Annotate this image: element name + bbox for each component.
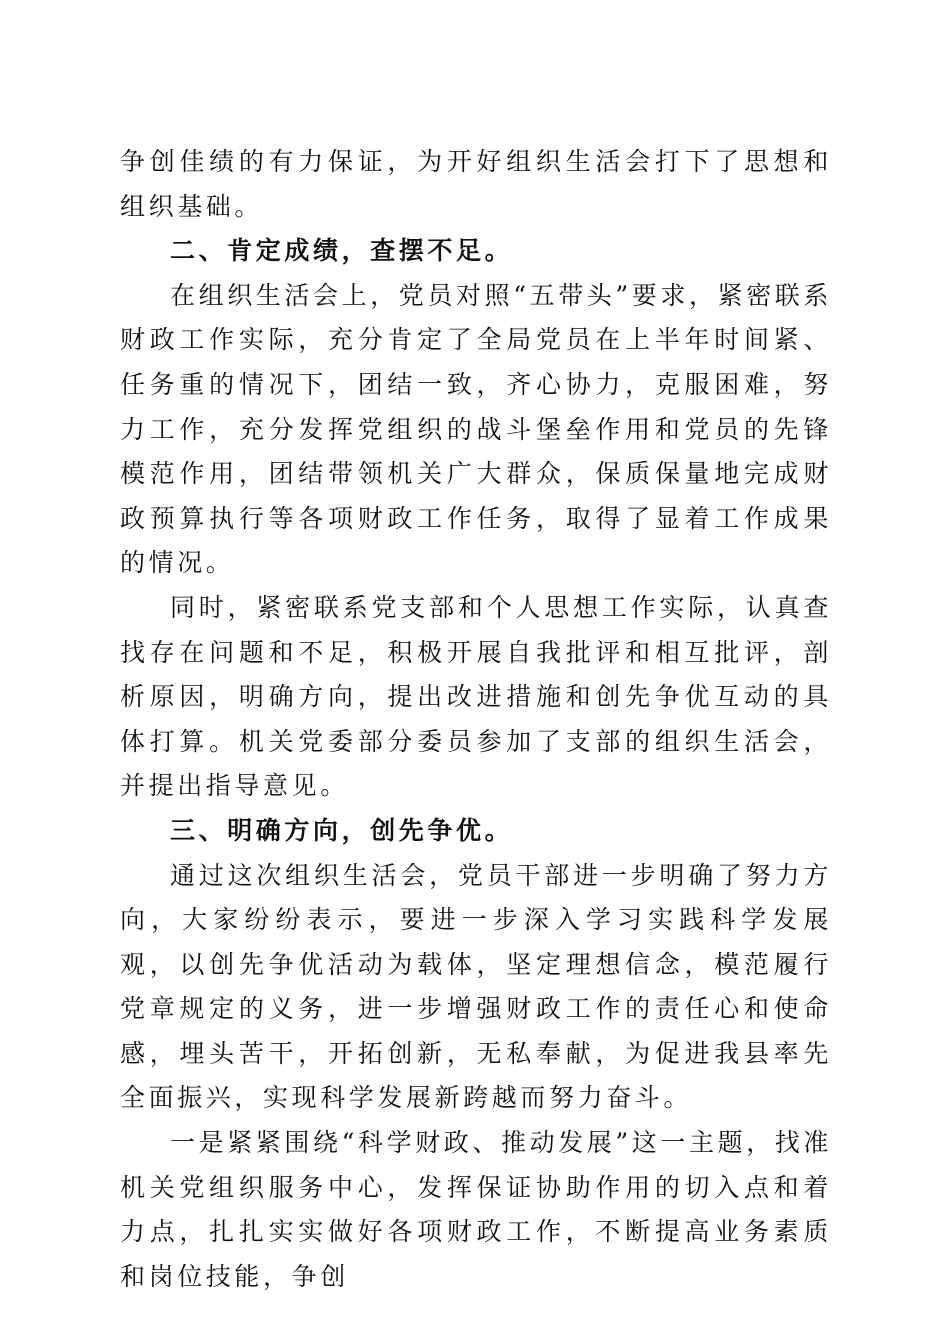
section-heading-2: 二、肯定成绩，查摆不足。 bbox=[170, 236, 514, 266]
paragraph-find-shortcomings: 同时，紧密联系党支部和个人思想工作实际，认真查找存在问题和不足，积极开展自我批评和相互批评，剖析原因，明确方向，提出改进措施和创先争优互动的具体打算。机关党委部分委员参加了支部的组织生活会，并提出指导意见。 bbox=[120, 592, 832, 801]
paragraph-clarify-direction: 通过这次组织生活会，党员干部进一步明确了努力方向，大家纷纷表示，要进一步深入学习实践科学发展观，以创先争优活动为载体，坚定理想信念，模范履行党章规定的义务，进一步增强财政工作的责任心和使命感，埋头苦干，开拓创新，无私奉献，为促进我县率先全面振兴，实现科学发展新跨越而努力奋斗。 bbox=[120, 860, 832, 1113]
continuation-paragraph: 争创佳绩的有力保证，为开好组织生活会打下了思想和组织基础。 bbox=[120, 147, 832, 221]
paragraph-point-one: 一是紧紧围绕“科学财政、推动发展”这一主题，找准机关党组织服务中心，发挥保证协助作用的切入点和着力点，扎扎实实做好各项财政工作，不断提高业务素质和岗位技能，争创 bbox=[120, 1128, 832, 1291]
paragraph-affirm-achievements: 在组织生活会上，党员对照“五带头”要求，紧密联系财政工作实际，充分肯定了全局党员在上半年时间紧、任务重的情况下，团结一致，齐心协力，克服困难，努力工作，充分发挥党组织的战斗堡垒作用和党员的先锋模范作用，团结带领机关广大群众，保质保量地完成财政预算执行等各项财政工作任务，取得了显着工作成果的情况。 bbox=[120, 280, 832, 578]
document-body bbox=[120, 140, 832, 1299]
section-heading-3: 三、明确方向，创先争优。 bbox=[170, 815, 514, 845]
